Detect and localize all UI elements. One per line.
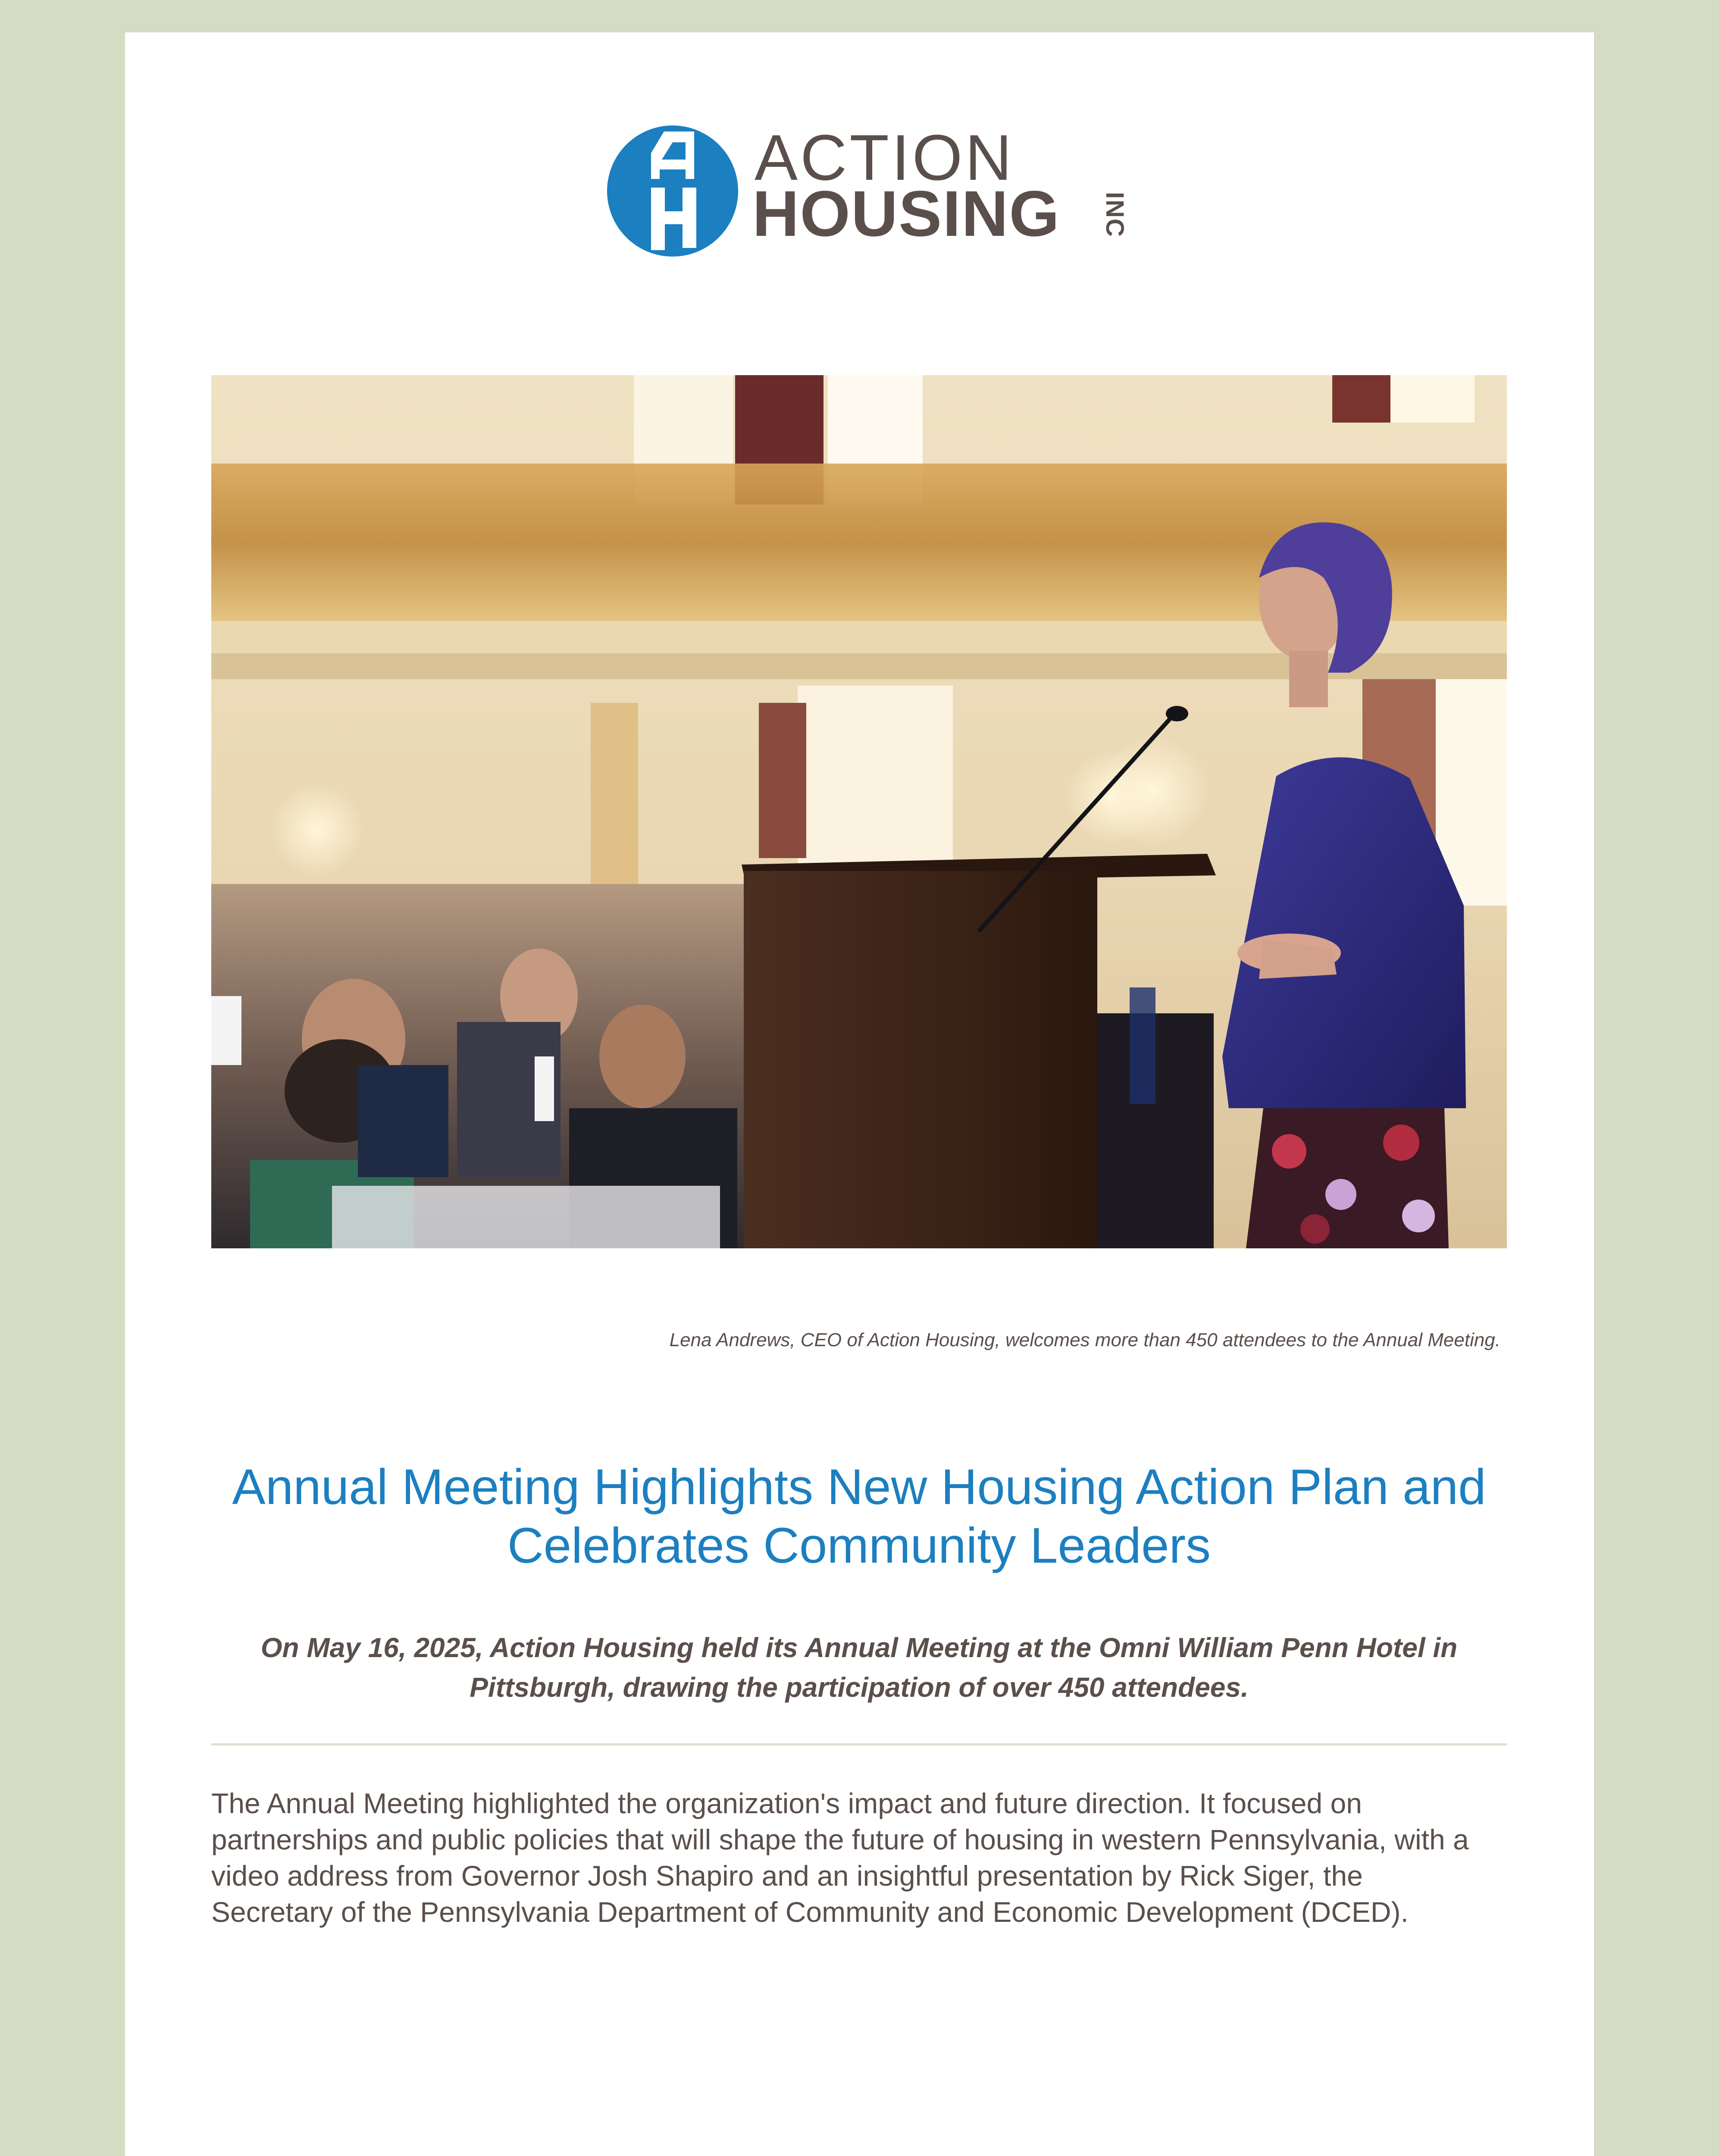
- logo-wordmark-action: ACTION: [755, 121, 1014, 194]
- logo-wordmark-housing: HOUSING: [752, 177, 1061, 250]
- hero-photo[interactable]: [211, 375, 1507, 1248]
- newsletter-card: [125, 32, 1594, 2156]
- article-headline: Annual Meeting Highlights New Housing Action Plan and Celebrates Community Leaders: [232, 1459, 1486, 1573]
- action-housing-logo[interactable]: [606, 121, 1129, 295]
- article-subheading: On May 16, 2025, Action Housing held its Annual Meeting at the Omni William Penn Hotel in Pittsburgh, drawing the participation of over 450 attendees.: [260, 1632, 1458, 1703]
- section-divider: [211, 1743, 1507, 1745]
- photo-caption: Lena Andrews, CEO of Action Housing, welcomes more than 450 attendees to the Annual Meeting.: [669, 1329, 1500, 1351]
- action-housing-logo-mark-icon: [606, 123, 739, 259]
- article-body-paragraph: The Annual Meeting highlighted the organization's impact and future direction. It focused on partnerships and public policies that will shape the future of housing in western Pennsylvania, with a video address from Governor Josh Shapiro and an insightful presentation by Rick Siger, the Secretary of the Pennsylvania Department of Community and Economic Development (DCED).: [211, 1787, 1469, 1928]
- logo-wordmark-inc: INC: [1101, 192, 1129, 238]
